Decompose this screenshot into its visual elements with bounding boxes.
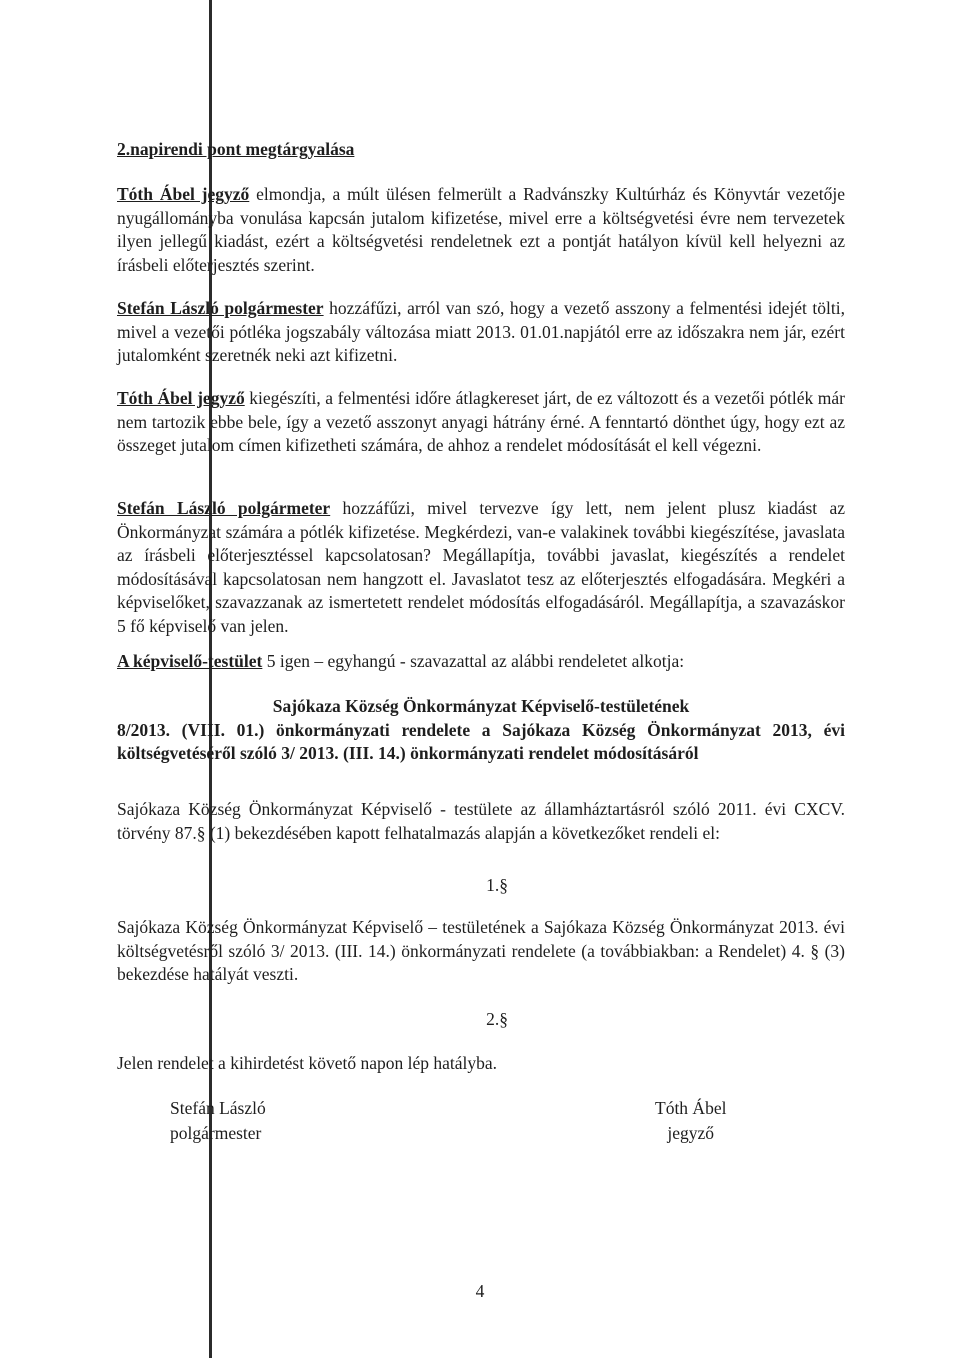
decree-title <box>117 695 845 766</box>
paragraph-3 <box>117 387 845 458</box>
signature-right-name: Tóth Ábel <box>655 1098 727 1118</box>
speaker-name: Stefán László polgármeter <box>117 498 331 518</box>
paragraph-5 <box>117 650 845 674</box>
section-title: 2.napirendi pont megtárgyalása <box>117 139 355 159</box>
speaker-name: Stefán László polgármester <box>117 298 324 318</box>
section-2-label: 2.§ <box>486 1009 508 1029</box>
paragraph-text: hozzáfűzi, arról van szó, hogy a vezető asszony a felmentési idejét tölti, mivel a vezetői pótléka jogszabály változása miatt 2013. 01.01.napjától erre az időszakra nem jár, ezért jutalomként szeretnék neki azt kifizetni. <box>117 298 846 365</box>
signature-left <box>170 1096 266 1146</box>
page-number: 4 <box>475 1281 485 1301</box>
decree-title-line-2: 8/2013. (VIII. 01.) önkormányzati rendelete a Sajókaza Község Önkormányzat 2013, évi költségvetéséről szóló 3/ 2013. (III. 14.) önkormányzati rendelet módosításáról <box>117 719 845 763</box>
speaker-name: Tóth Ábel jegyző <box>117 388 245 408</box>
signature-left-title: polgármester <box>170 1123 262 1143</box>
signature-right <box>655 1096 726 1146</box>
signature-right-title: jegyző <box>667 1123 715 1143</box>
paragraph-text: kiegészíti, a felmentési időre átlagkereset járt, de ez változott és a vezetői pótlék már nem tartozik ebbe bele, így a vezető asszonyt anyagi hátrány érné. A fenntartó dönthet úgy, hogy ezt az összeget jutalom címen kifizetheti számára, de ahhoz a rendelet módosítását el kell végezni. <box>117 388 845 455</box>
paragraph-text: hozzáfűzi, mivel tervezve így lett, nem jelent plusz kiadást az Önkormányzat számára a pótlék kifizetése. Megkérdezi, van-e valakinek további kiegészítése, javaslata az írásbeli előterjesztéssel kapcsolatosan? Megállapítja, további javaslat, kiegészítés a rendelet módosításával kapcsolatosan nem hangzott el. Javaslatot tesz az előterjesztés elfogadására. Megkéri a képviselőket, szavazzanak az ismertetett rendelet módosítás elfogadásáról. Megállapítja, a szavazáskor 5 fő képviselő van jelen. <box>117 498 845 636</box>
paragraph-1 <box>117 183 845 277</box>
paragraph-4 <box>117 497 845 638</box>
section-1-label: 1.§ <box>486 875 508 895</box>
decree-preamble: Sajókaza Község Önkormányzat Képviselő - testülete az államháztartásról szóló 2011. évi CXCV. törvény 87.§ (1) bekezdésében kapott felhatalmazás alapján a következőket rendeli el: <box>117 799 845 843</box>
speaker-name: A képviselő-testület <box>117 651 263 671</box>
paragraph-2 <box>117 297 845 368</box>
section-1-text: Sajókaza Község Önkormányzat Képviselő – testületének a Sajókaza Község Önkormányzat 2013. évi költségvetésről szóló 3/ 2013. (III. 14.) önkormányzati rendelete (a továbbiakban: a Rendelet) 4. § (3) bekezdése hatályát veszti. <box>117 917 845 984</box>
section-2-text: Jelen rendelet a kihirdetést követő napon lép hatályba. <box>117 1053 498 1073</box>
decree-title-line-1: Sajókaza Község Önkormányzat Képviselő-testületének <box>272 696 690 716</box>
paragraph-text: elmondja, a múlt ülésen felmerült a Radvánszky Kultúrház és Könyvtár vezetője nyugállományba vonulása kapcsán jutalom kifizetése, mivel erre a költségvetési évre nem tervezetek ilyen jellegű kiadást, ezért a költségvetési rendeletnek ezt a pontját hatályon kívül kell helyezni az írásbeli előterjesztés szerint. <box>117 184 845 275</box>
signature-left-name: Stefán László <box>170 1098 266 1118</box>
speaker-name: Tóth Ábel jegyző <box>117 184 250 204</box>
paragraph-text: 5 igen – egyhangú - szavazattal az alábbi rendeletet alkotja: <box>262 651 685 671</box>
